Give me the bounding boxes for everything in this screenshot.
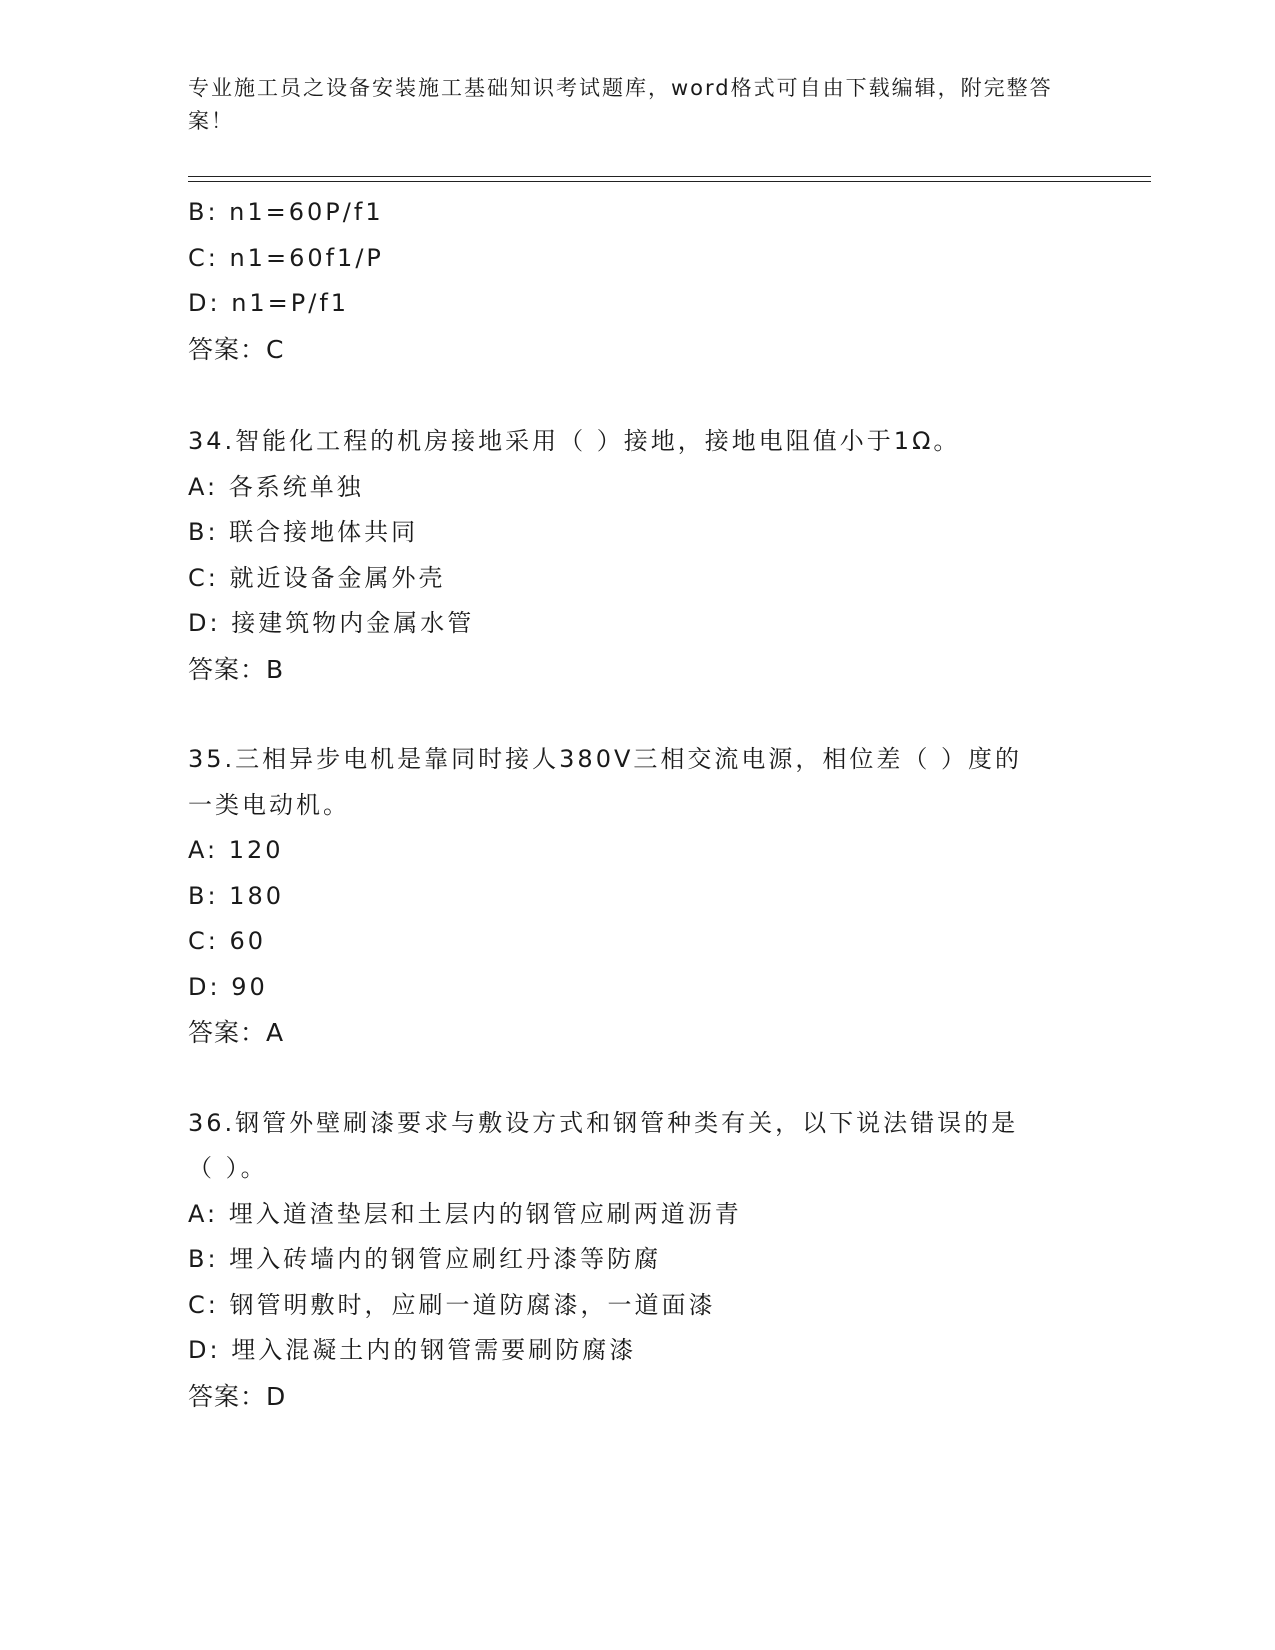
option-b: B: n1=60P/f1 xyxy=(188,198,384,226)
option-b: B: 180 xyxy=(188,881,284,910)
question-text-line-2: 一类电动机。 xyxy=(188,790,350,819)
question-36 xyxy=(188,1101,1088,1420)
option-c: C: 钢管明敷时，应刷一道防腐漆，一道面漆 xyxy=(188,1290,716,1319)
option-d: D: 90 xyxy=(188,972,268,1001)
header-text: 专业施工员之设备安装施工基础知识考试题库，word格式可自由下载编辑，附完整答案！ xyxy=(188,76,1053,133)
header-divider xyxy=(188,176,1151,182)
spacer xyxy=(188,1056,1088,1101)
option-b: B: 埋入砖墙内的钢管应刷红丹漆等防腐 xyxy=(188,1245,662,1273)
option-c: C: n1=60f1/P xyxy=(188,243,384,272)
answer: 答案：D xyxy=(188,1381,287,1411)
answer: 答案：B xyxy=(188,654,285,684)
option-d: D: 埋入混凝土内的钢管需要刷防腐漆 xyxy=(188,1336,637,1364)
option-c: C: 60 xyxy=(188,927,267,955)
question-text-line-1: 35.三相异步电机是靠同时接人380V三相交流电源，相位差（ ）度的 xyxy=(188,745,1023,773)
option-d: D: n1=P/f1 xyxy=(188,289,350,317)
answer: 答案：C xyxy=(188,334,285,364)
question-34 xyxy=(188,419,1088,692)
spacer xyxy=(188,372,1088,419)
question-text-line-1: 36.钢管外壁刷漆要求与敷设方式和钢管种类有关，以下说法错误的是 xyxy=(188,1108,1019,1137)
option-c: C: 就近设备金属外壳 xyxy=(188,563,446,592)
option-a: A: 埋入道渣垫层和土层内的钢管应刷两道沥青 xyxy=(188,1199,742,1228)
document-header xyxy=(188,72,1088,138)
answer: 答案：A xyxy=(188,1018,285,1047)
question-33-tail xyxy=(188,190,1088,372)
option-d: D: 接建筑物内金属水管 xyxy=(188,609,475,637)
option-a: A: 120 xyxy=(188,836,284,864)
option-b: B: 联合接地体共同 xyxy=(188,518,419,546)
question-35 xyxy=(188,737,1088,1056)
spacer xyxy=(188,692,1088,737)
option-a: A: 各系统单独 xyxy=(188,472,364,501)
question-text-line-2: （ ）。 xyxy=(188,1154,268,1182)
question-list xyxy=(188,190,1088,1419)
question-text: 34.智能化工程的机房接地采用（ ）接地，接地电阻值小于1Ω。 xyxy=(188,427,961,455)
